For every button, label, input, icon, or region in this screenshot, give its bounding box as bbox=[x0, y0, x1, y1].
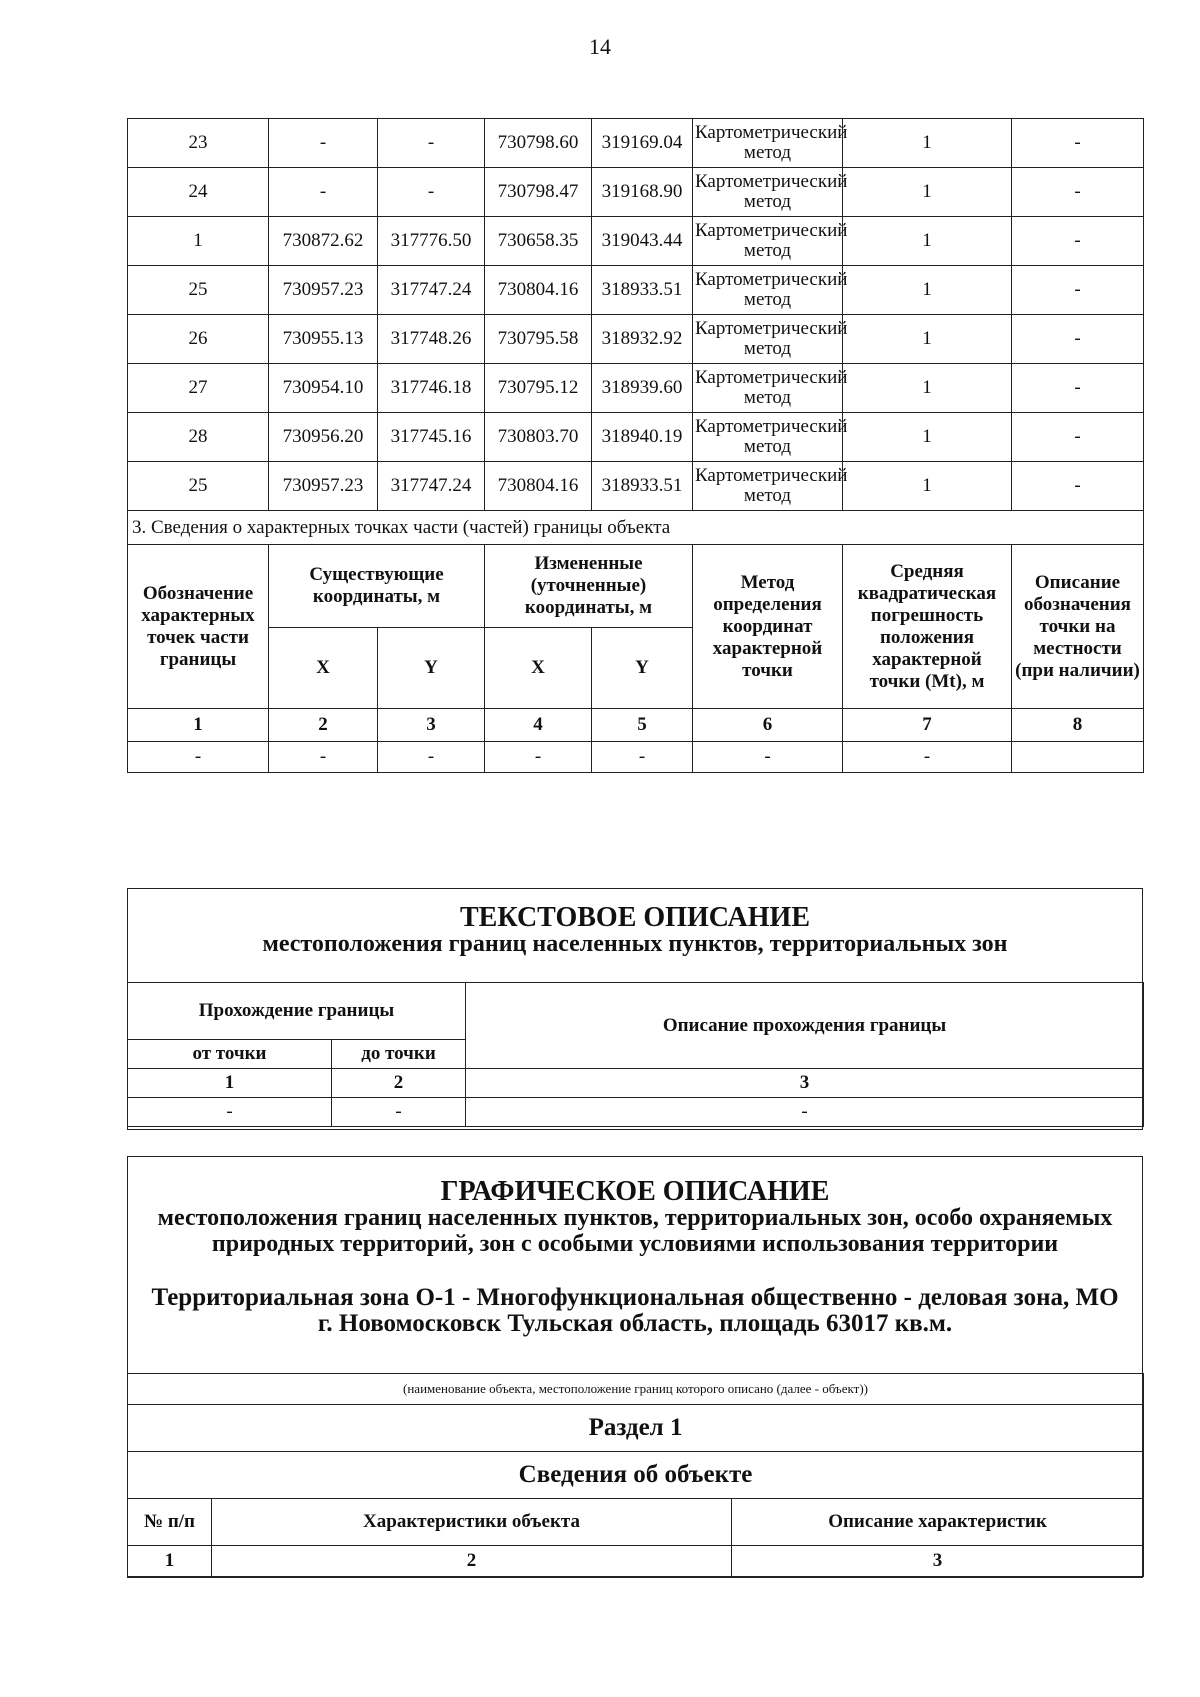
table-cell: 730955.13 bbox=[269, 315, 378, 364]
table-cell: - bbox=[378, 119, 485, 168]
text-desc-title: ТЕКСТОВОЕ ОПИСАНИЕ bbox=[459, 902, 810, 933]
table-cell: 317745.16 bbox=[378, 413, 485, 462]
table-cell: 318933.51 bbox=[592, 266, 693, 315]
table-row bbox=[128, 217, 1144, 266]
table-cell: 317746.18 bbox=[378, 364, 485, 413]
header-changed: Измененные (уточненные) координаты, м bbox=[485, 545, 693, 628]
table-cell: 1 bbox=[843, 266, 1012, 315]
section-label: Раздел 1 bbox=[128, 1405, 1144, 1452]
method-cell: Картометрический метод bbox=[693, 217, 843, 266]
table-cell: 1 bbox=[843, 168, 1012, 217]
method-cell: Картометрический метод bbox=[693, 119, 843, 168]
header-method: Метод определения координат характерной точки bbox=[693, 545, 843, 709]
table-cell: - bbox=[332, 1098, 466, 1127]
table-cell: - bbox=[128, 742, 269, 773]
table-cell: - bbox=[1012, 217, 1144, 266]
header-mt: Средняя квадратическая погрешность положения характерной точки (Mt), м bbox=[843, 545, 1012, 709]
header-x-changed: X bbox=[485, 628, 592, 709]
table-cell: 317747.24 bbox=[378, 266, 485, 315]
table-cell: 25 bbox=[128, 462, 269, 511]
col-number: 8 bbox=[1012, 709, 1144, 742]
table-row bbox=[128, 119, 1144, 168]
table-cell: 730795.58 bbox=[485, 315, 592, 364]
table-cell: 730795.12 bbox=[485, 364, 592, 413]
section3-title: 3. Сведения о характерных точках части (частей) границы объекта bbox=[128, 511, 1144, 545]
table-cell: 730956.20 bbox=[269, 413, 378, 462]
table-cell: - bbox=[1012, 119, 1144, 168]
from-point-header: от точки bbox=[128, 1040, 332, 1069]
table-cell: 318939.60 bbox=[592, 364, 693, 413]
table-cell: 730872.62 bbox=[269, 217, 378, 266]
method-cell: Картометрический метод bbox=[693, 266, 843, 315]
header-x-existing: X bbox=[269, 628, 378, 709]
table-cell: 319169.04 bbox=[592, 119, 693, 168]
zone-name: Территориальная зона О-1 - Многофункциональная общественно - деловая зона, МО г. Новомосковск Тульская область, площадь 63017 кв.м. bbox=[151, 1284, 1119, 1337]
col-number: 1 bbox=[128, 1069, 332, 1098]
table-cell: - bbox=[485, 742, 592, 773]
col-number: 6 bbox=[693, 709, 843, 742]
table-cell: 318933.51 bbox=[592, 462, 693, 511]
method-cell: Картометрический метод bbox=[693, 462, 843, 511]
table-cell: 27 bbox=[128, 364, 269, 413]
col-number: 2 bbox=[332, 1069, 466, 1098]
table-cell: 24 bbox=[128, 168, 269, 217]
method-cell: Картометрический метод bbox=[693, 413, 843, 462]
table-cell: 730803.70 bbox=[485, 413, 592, 462]
table-cell: - bbox=[128, 1098, 332, 1127]
table-cell: - bbox=[693, 742, 843, 773]
table-cell: 730658.35 bbox=[485, 217, 592, 266]
table-cell: 1 bbox=[843, 315, 1012, 364]
table-cell: 730954.10 bbox=[269, 364, 378, 413]
col-number: 7 bbox=[843, 709, 1012, 742]
section-title: Сведения об объекте bbox=[128, 1452, 1144, 1499]
table-cell: 26 bbox=[128, 315, 269, 364]
col-number: 1 bbox=[128, 1546, 212, 1577]
col-num-header: № п/п bbox=[128, 1499, 212, 1546]
table-cell: 318932.92 bbox=[592, 315, 693, 364]
table-cell: 730798.47 bbox=[485, 168, 592, 217]
table-cell: 23 bbox=[128, 119, 269, 168]
table-cell: - bbox=[269, 119, 378, 168]
table-cell: 1 bbox=[843, 462, 1012, 511]
table-row bbox=[128, 168, 1144, 217]
col-number: 3 bbox=[732, 1546, 1144, 1577]
desc-header: Описание прохождения границы bbox=[466, 983, 1144, 1069]
table-row bbox=[128, 266, 1144, 315]
col-number: 3 bbox=[378, 709, 485, 742]
table-cell: - bbox=[1012, 413, 1144, 462]
table-cell: - bbox=[1012, 266, 1144, 315]
table-cell: 318940.19 bbox=[592, 413, 693, 462]
table-cell: 319043.44 bbox=[592, 217, 693, 266]
table-cell: - bbox=[378, 168, 485, 217]
table-cell: 317747.24 bbox=[378, 462, 485, 511]
table-cell: 317776.50 bbox=[378, 217, 485, 266]
table-cell: 1 bbox=[843, 217, 1012, 266]
table-cell: - bbox=[466, 1098, 1144, 1127]
header-y-existing: Y bbox=[378, 628, 485, 709]
col-number: 2 bbox=[212, 1546, 732, 1577]
table-cell: 1 bbox=[128, 217, 269, 266]
table-cell: 730804.16 bbox=[485, 462, 592, 511]
table-cell: 730957.23 bbox=[269, 266, 378, 315]
table-cell: 317748.26 bbox=[378, 315, 485, 364]
table-cell: 1 bbox=[843, 364, 1012, 413]
col-desc-header: Описание характеристик bbox=[732, 1499, 1144, 1546]
table-cell: - bbox=[1012, 462, 1144, 511]
table-cell: - bbox=[269, 168, 378, 217]
col-number: 3 bbox=[466, 1069, 1144, 1098]
col-number: 2 bbox=[269, 709, 378, 742]
table-cell: 25 bbox=[128, 266, 269, 315]
table-cell: 319168.90 bbox=[592, 168, 693, 217]
table-cell: 1 bbox=[843, 119, 1012, 168]
header-desc: Описание обозначения точки на местности (при наличии) bbox=[1012, 545, 1144, 709]
col-char-header: Характеристики объекта bbox=[212, 1499, 732, 1546]
text-description-table bbox=[127, 982, 1144, 1127]
method-cell: Картометрический метод bbox=[693, 315, 843, 364]
table-row bbox=[128, 364, 1144, 413]
table-cell: - bbox=[378, 742, 485, 773]
table-cell: 730798.60 bbox=[485, 119, 592, 168]
table-cell: - bbox=[269, 742, 378, 773]
table-cell: 28 bbox=[128, 413, 269, 462]
method-cell: Картометрический метод bbox=[693, 364, 843, 413]
col-number: 4 bbox=[485, 709, 592, 742]
graphic-desc-title: ГРАФИЧЕСКОЕ ОПИСАНИЕ bbox=[440, 1176, 830, 1207]
table-cell: 730804.16 bbox=[485, 266, 592, 315]
method-cell: Картометрический метод bbox=[693, 168, 843, 217]
table-cell: - bbox=[1012, 364, 1144, 413]
table-cell: - bbox=[592, 742, 693, 773]
table-cell: 1 bbox=[843, 413, 1012, 462]
page-number: 14 bbox=[589, 34, 611, 59]
coordinates-table bbox=[127, 118, 1144, 773]
text-desc-subtitle: местоположения границ населенных пунктов, территориальных зон bbox=[262, 931, 1008, 957]
table-cell: 730957.23 bbox=[269, 462, 378, 511]
table-cell: - bbox=[1012, 315, 1144, 364]
passage-header: Прохождение границы bbox=[128, 983, 466, 1040]
table-row bbox=[128, 413, 1144, 462]
header-y-changed: Y bbox=[592, 628, 693, 709]
col-number: 5 bbox=[592, 709, 693, 742]
table-row bbox=[128, 462, 1144, 511]
table-cell: - bbox=[1012, 168, 1144, 217]
header-existing: Существующие координаты, м bbox=[269, 545, 485, 628]
graphic-desc-subtitle: местоположения границ населенных пунктов, территориальных зон, особо охраняемых природных территорий, зон с особыми условиями использования территории bbox=[157, 1205, 1113, 1257]
to-point-header: до точки bbox=[332, 1040, 466, 1069]
col-number: 1 bbox=[128, 709, 269, 742]
object-info-table bbox=[127, 1373, 1144, 1577]
table-cell: - bbox=[843, 742, 1012, 773]
object-caption: (наименование объекта, местоположение границ которого описано (далее - объект)) bbox=[128, 1374, 1144, 1405]
table-cell bbox=[1012, 742, 1144, 773]
header-point: Обозначение характерных точек части границы bbox=[128, 545, 269, 709]
table-row bbox=[128, 315, 1144, 364]
